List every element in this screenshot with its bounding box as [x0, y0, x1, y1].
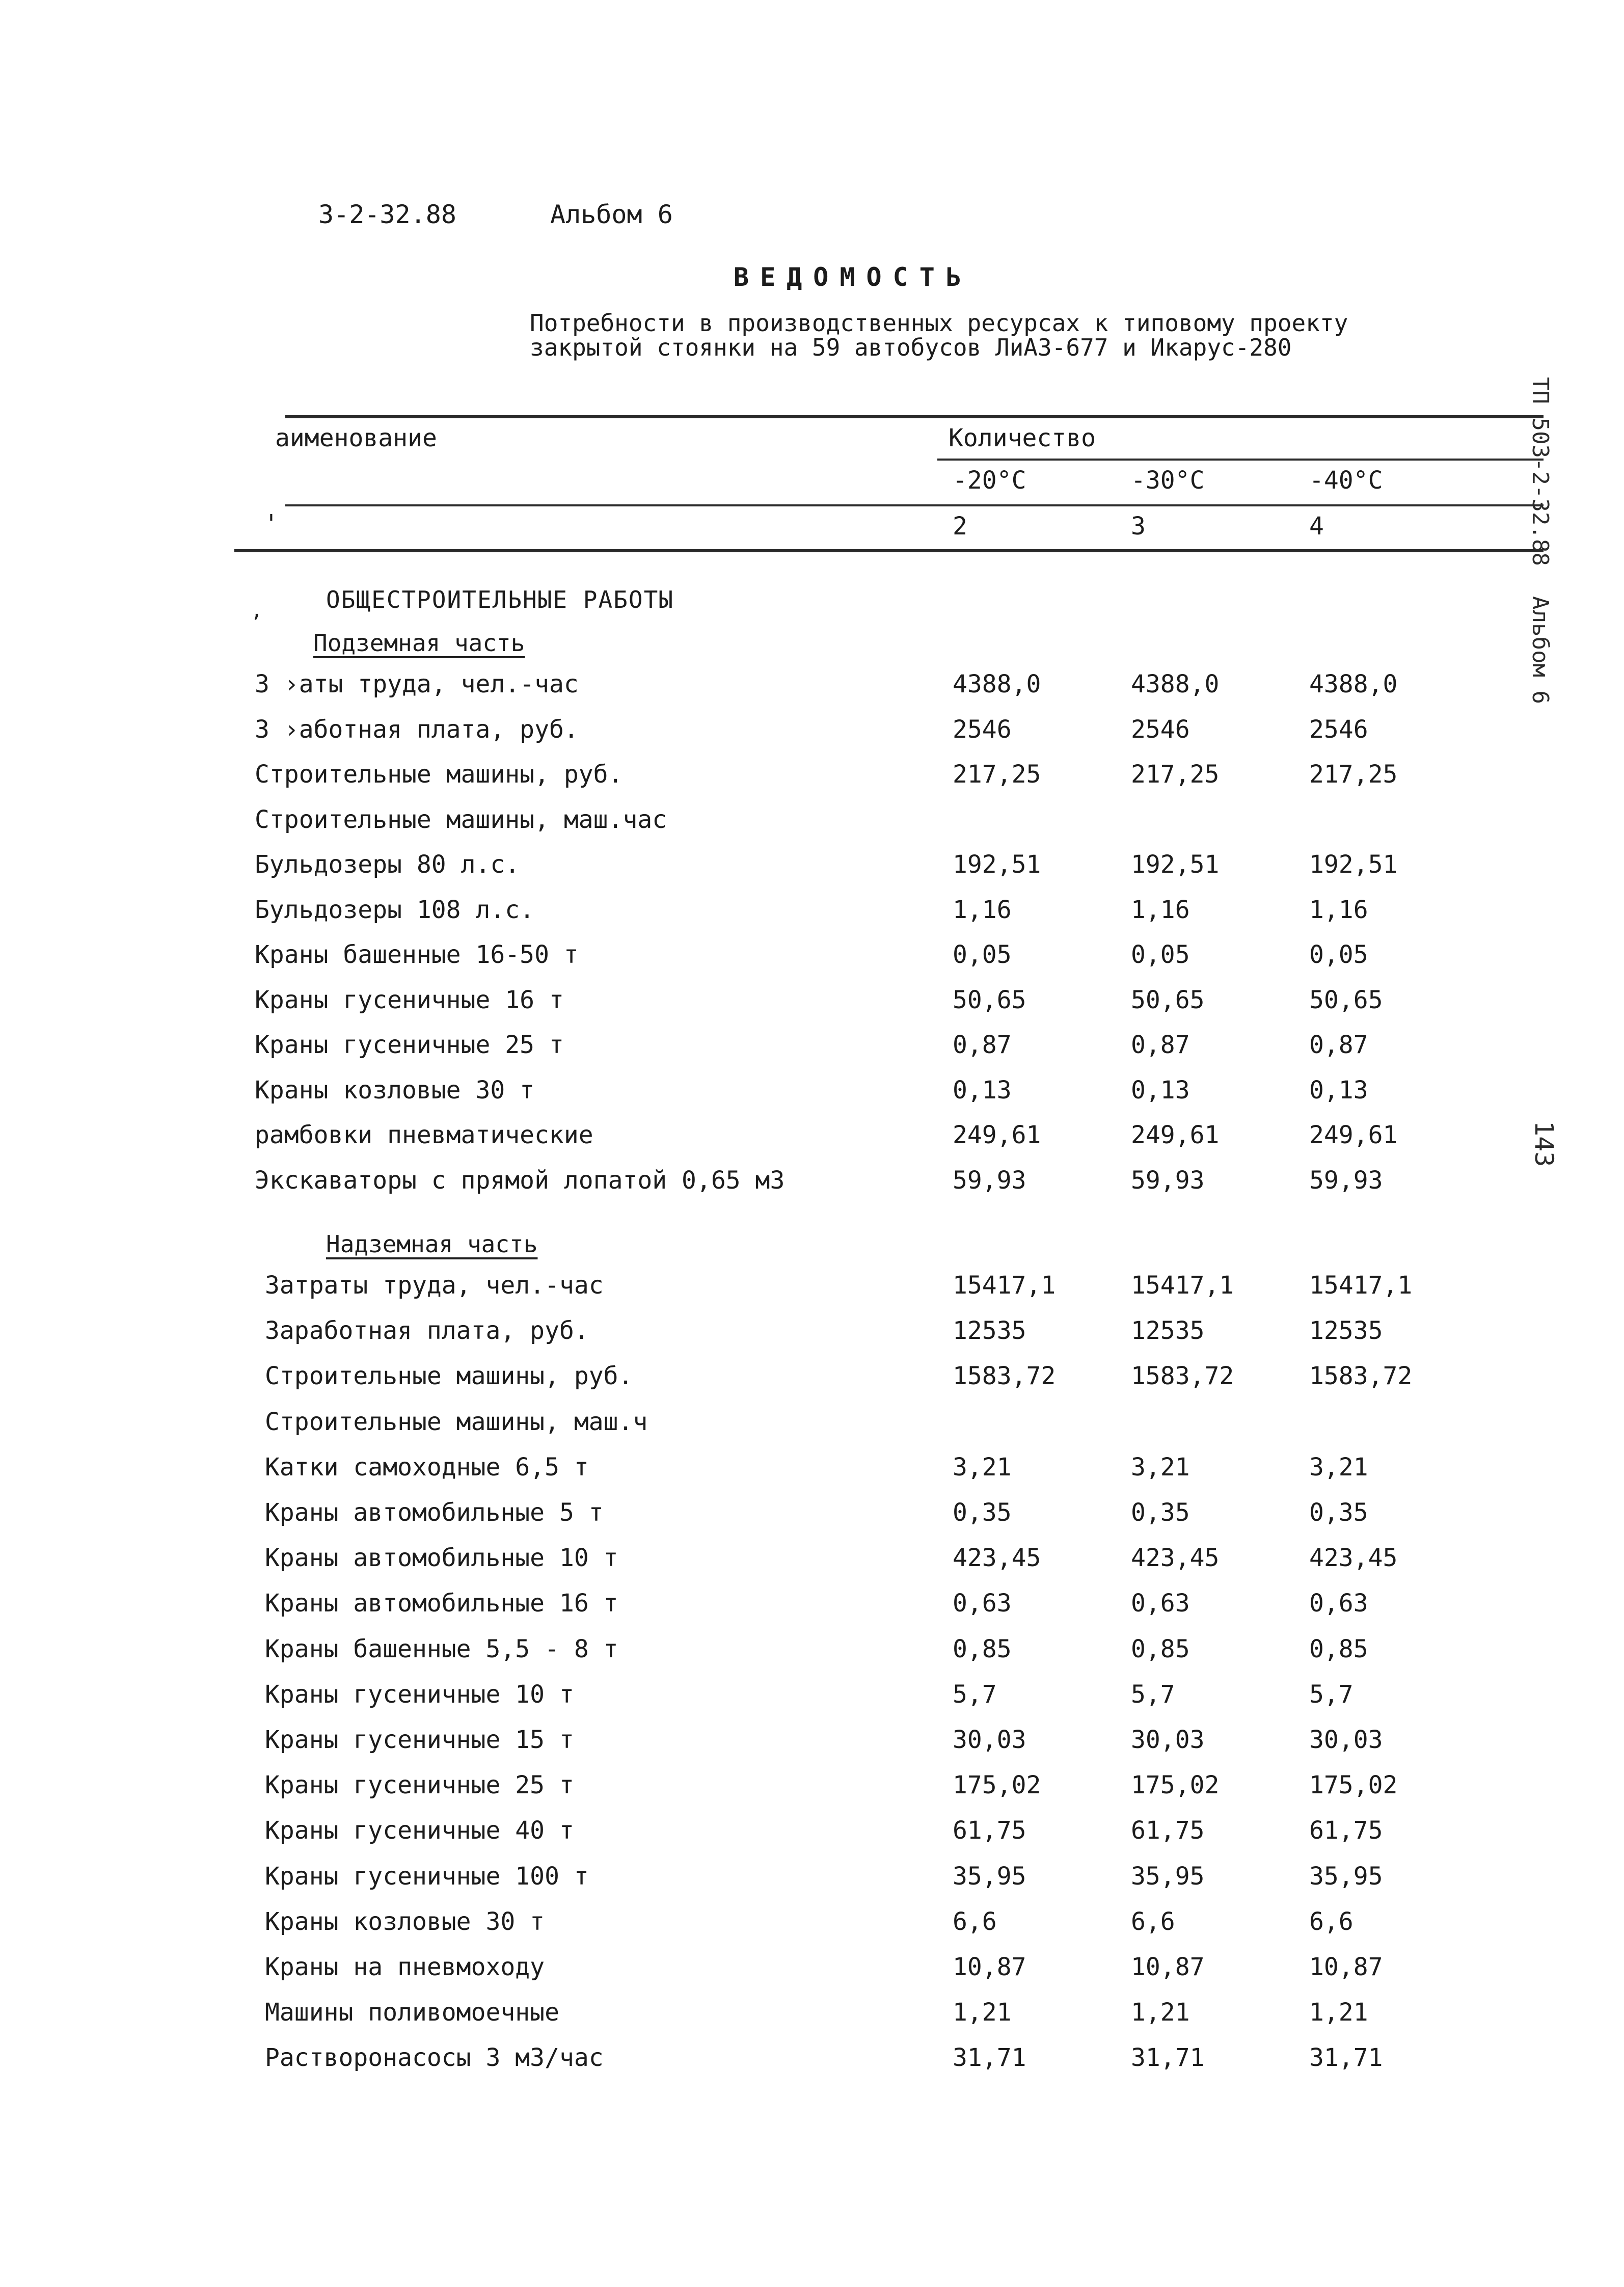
- column-header-temp-3: -40°С: [1309, 466, 1383, 495]
- column-number-4: 4: [1309, 512, 1324, 541]
- row-value-col-3: 3,21: [1131, 1452, 1190, 1482]
- row-name: Краны гусеничные 16 т: [255, 985, 564, 1014]
- row-name: Экскаваторы с прямой лопатой 0,65 м3: [255, 1166, 785, 1195]
- row-value-col-4: 3,21: [1309, 1452, 1368, 1482]
- row-value-col-2: 175,02: [953, 1771, 1041, 1800]
- row-value-col-2: 0,63: [953, 1589, 1012, 1618]
- row-name: Краны автомобильные 16 т: [265, 1589, 618, 1618]
- row-value-col-2: 217,25: [953, 760, 1041, 789]
- row-value-col-4: 0,05: [1309, 940, 1368, 969]
- row-value-col-3: 249,61: [1131, 1121, 1220, 1149]
- row-name: Краны на пневмоходу: [265, 1953, 545, 1981]
- row-value-col-4: 0,13: [1309, 1075, 1368, 1105]
- row-value-col-3: 50,65: [1131, 985, 1205, 1014]
- row-value-col-2: 1,21: [953, 1998, 1012, 2027]
- row-value-col-2: 249,61: [953, 1121, 1041, 1149]
- row-value-col-4: 59,93: [1309, 1166, 1383, 1195]
- row-value-col-3: 1583,72: [1131, 1362, 1234, 1391]
- row-name: Заработная плата, руб.: [265, 1316, 589, 1346]
- row-value-col-4: 249,61: [1309, 1121, 1398, 1149]
- row-value-col-2: 1,16: [953, 895, 1012, 924]
- row-name: Катки самоходные 6,5 т: [265, 1452, 589, 1482]
- row-value-col-3: 192,51: [1131, 850, 1220, 879]
- row-value-col-3: 1,21: [1131, 1998, 1190, 2027]
- row-name: Краны козловые 30 т: [265, 1907, 545, 1936]
- row-value-col-2: 12535: [953, 1316, 1026, 1346]
- row-value-col-2: 35,95: [953, 1862, 1026, 1891]
- row-value-col-3: 1,16: [1131, 895, 1190, 924]
- row-value-col-4: 61,75: [1309, 1816, 1383, 1845]
- row-name: Бульдозеры 80 л.с.: [255, 850, 520, 879]
- row-name: Краны автомобильные 10 т: [265, 1544, 618, 1573]
- row-value-col-2: 61,75: [953, 1816, 1026, 1845]
- row-value-col-2: 0,87: [953, 1031, 1012, 1059]
- row-value-col-2: 5,7: [953, 1680, 997, 1709]
- row-value-col-3: 217,25: [1131, 760, 1220, 789]
- subtitle-line-1: Потребности в производственных ресурсах к типовому проекту: [530, 309, 1348, 337]
- row-value-col-4: 0,63: [1309, 1589, 1368, 1618]
- header-mid-rule: [285, 504, 1544, 506]
- row-value-col-3: 6,6: [1131, 1907, 1175, 1936]
- row-value-col-2: 423,45: [953, 1544, 1041, 1573]
- row-value-col-4: 217,25: [1309, 760, 1398, 789]
- row-name: Машины поливомоечные: [265, 1998, 559, 2027]
- row-value-col-3: 175,02: [1131, 1771, 1220, 1800]
- row-value-col-4: 0,85: [1309, 1634, 1368, 1663]
- row-value-col-2: 30,03: [953, 1726, 1026, 1754]
- row-value-col-4: 35,95: [1309, 1862, 1383, 1891]
- row-value-col-4: 175,02: [1309, 1771, 1398, 1800]
- row-value-col-4: 423,45: [1309, 1544, 1398, 1573]
- row-value-col-3: 4388,0: [1131, 670, 1220, 698]
- row-value-col-3: 30,03: [1131, 1726, 1205, 1754]
- row-value-col-2: 2546: [953, 715, 1012, 744]
- row-value-col-4: 2546: [1309, 715, 1368, 744]
- side-album-label: Альбом 6: [1527, 596, 1553, 704]
- section-heading: ОБЩЕСТРОИТЕЛЬНЫЕ РАБОТЫ: [326, 586, 674, 613]
- row-value-col-4: 12535: [1309, 1316, 1383, 1346]
- column-number-3: 3: [1131, 512, 1146, 541]
- row-value-col-2: 59,93: [953, 1166, 1026, 1195]
- row-value-col-4: 0,35: [1309, 1498, 1368, 1527]
- row-name: Краны гусеничные 15 т: [265, 1726, 574, 1754]
- column-number-2: 2: [953, 512, 967, 541]
- row-value-col-4: 10,87: [1309, 1953, 1383, 1981]
- row-value-col-4: 1,21: [1309, 1998, 1368, 2027]
- row-value-col-2: 10,87: [953, 1953, 1026, 1981]
- row-name: Растворонасосы 3 м3/час: [265, 2043, 604, 2073]
- row-value-col-2: 50,65: [953, 985, 1026, 1014]
- row-name: Краны гусеничные 40 т: [265, 1816, 574, 1845]
- row-value-col-3: 2546: [1131, 715, 1190, 744]
- row-value-col-3: 31,71: [1131, 2043, 1205, 2073]
- row-value-col-4: 6,6: [1309, 1907, 1354, 1936]
- row-value-col-3: 5,7: [1131, 1680, 1175, 1709]
- side-page-number: 143: [1529, 1121, 1559, 1167]
- row-value-col-2: 1583,72: [953, 1362, 1056, 1391]
- underground-heading: Подземная часть: [313, 629, 525, 657]
- table-header-bottom-rule: [234, 549, 1544, 552]
- row-value-col-2: 15417,1: [953, 1271, 1056, 1300]
- row-value-col-4: 31,71: [1309, 2043, 1383, 2073]
- column-number-1: ': [264, 509, 279, 538]
- row-name: 3 ›аты труда, чел.-час: [255, 670, 579, 698]
- row-value-col-4: 1,16: [1309, 895, 1368, 924]
- row-name: 3 ›аботная плата, руб.: [255, 715, 579, 744]
- row-value-col-3: 0,05: [1131, 940, 1190, 969]
- row-value-col-4: 0,87: [1309, 1031, 1368, 1059]
- column-header-temp-1: -20°С: [953, 466, 1026, 495]
- row-name: Краны гусеничные 10 т: [265, 1680, 574, 1709]
- album-label: Альбом 6: [550, 200, 673, 229]
- row-value-col-2: 0,13: [953, 1075, 1012, 1105]
- row-value-col-2: 0,85: [953, 1634, 1012, 1663]
- row-name: Строительные машины, руб.: [265, 1362, 633, 1391]
- row-value-col-4: 50,65: [1309, 985, 1383, 1014]
- column-header-temp-2: -30°С: [1131, 466, 1205, 495]
- row-value-col-3: 0,63: [1131, 1589, 1190, 1618]
- row-value-col-3: 61,75: [1131, 1816, 1205, 1845]
- row-name: Краны башенные 16-50 т: [255, 940, 579, 969]
- row-value-col-3: 0,35: [1131, 1498, 1190, 1527]
- side-project-code: ТП 503-2-32.88: [1527, 377, 1553, 566]
- row-value-col-2: 192,51: [953, 850, 1041, 879]
- document-subtitle: [530, 311, 1348, 360]
- row-value-col-2: 0,35: [953, 1498, 1012, 1527]
- margin-mark: ‚: [251, 599, 263, 622]
- row-value-col-2: 0,05: [953, 940, 1012, 969]
- row-value-col-3: 0,87: [1131, 1031, 1190, 1059]
- row-name: Краны гусеничные 25 т: [265, 1771, 574, 1800]
- row-value-col-3: 15417,1: [1131, 1271, 1234, 1300]
- row-name: Бульдозеры 108 л.с.: [255, 895, 535, 924]
- quantity-rule: [937, 459, 1544, 461]
- row-value-col-2: 4388,0: [953, 670, 1041, 698]
- row-value-col-2: 31,71: [953, 2043, 1026, 2073]
- row-value-col-4: 192,51: [1309, 850, 1398, 879]
- row-value-col-2: 6,6: [953, 1907, 997, 1936]
- row-name: Краны башенные 5,5 - 8 т: [265, 1634, 618, 1663]
- row-value-col-3: 0,85: [1131, 1634, 1190, 1663]
- row-name: Затраты труда, чел.-час: [265, 1271, 604, 1300]
- column-header-quantity: Количество: [949, 424, 1096, 452]
- row-name: Краны козловые 30 т: [255, 1075, 535, 1105]
- row-value-col-4: 30,03: [1309, 1726, 1383, 1754]
- row-value-col-4: 4388,0: [1309, 670, 1398, 698]
- row-name: Краны гусеничные 25 т: [255, 1031, 564, 1059]
- table-top-rule: [285, 415, 1544, 418]
- row-value-col-3: 35,95: [1131, 1862, 1205, 1891]
- row-value-col-3: 12535: [1131, 1316, 1205, 1346]
- row-value-col-3: 59,93: [1131, 1166, 1205, 1195]
- document-code: 3-2-32.88: [318, 200, 456, 229]
- row-value-col-2: 3,21: [953, 1452, 1012, 1482]
- row-value-col-3: 10,87: [1131, 1953, 1205, 1981]
- row-name: Строительные машины, маш.ч: [265, 1407, 648, 1436]
- subtitle-line-2: закрытой стоянки на 59 автобусов ЛиАЗ-677 и Икарус-280: [530, 334, 1292, 361]
- row-value-col-4: 5,7: [1309, 1680, 1354, 1709]
- row-name: Краны гусеничные 100 т: [265, 1862, 589, 1891]
- document-title: ВЕДОМОСТЬ: [734, 262, 972, 292]
- row-name: Краны автомобильные 5 т: [265, 1498, 604, 1527]
- row-value-col-3: 0,13: [1131, 1075, 1190, 1105]
- row-value-col-3: 423,45: [1131, 1544, 1220, 1573]
- row-name: рамбовки пневматические: [255, 1121, 593, 1149]
- aboveground-heading: Надземная часть: [326, 1230, 538, 1258]
- row-value-col-4: 15417,1: [1309, 1271, 1413, 1300]
- row-name: Строительные машины, маш.час: [255, 805, 667, 834]
- column-header-name: аименование: [275, 424, 437, 452]
- row-name: Строительные машины, руб.: [255, 760, 623, 789]
- row-value-col-4: 1583,72: [1309, 1362, 1413, 1391]
